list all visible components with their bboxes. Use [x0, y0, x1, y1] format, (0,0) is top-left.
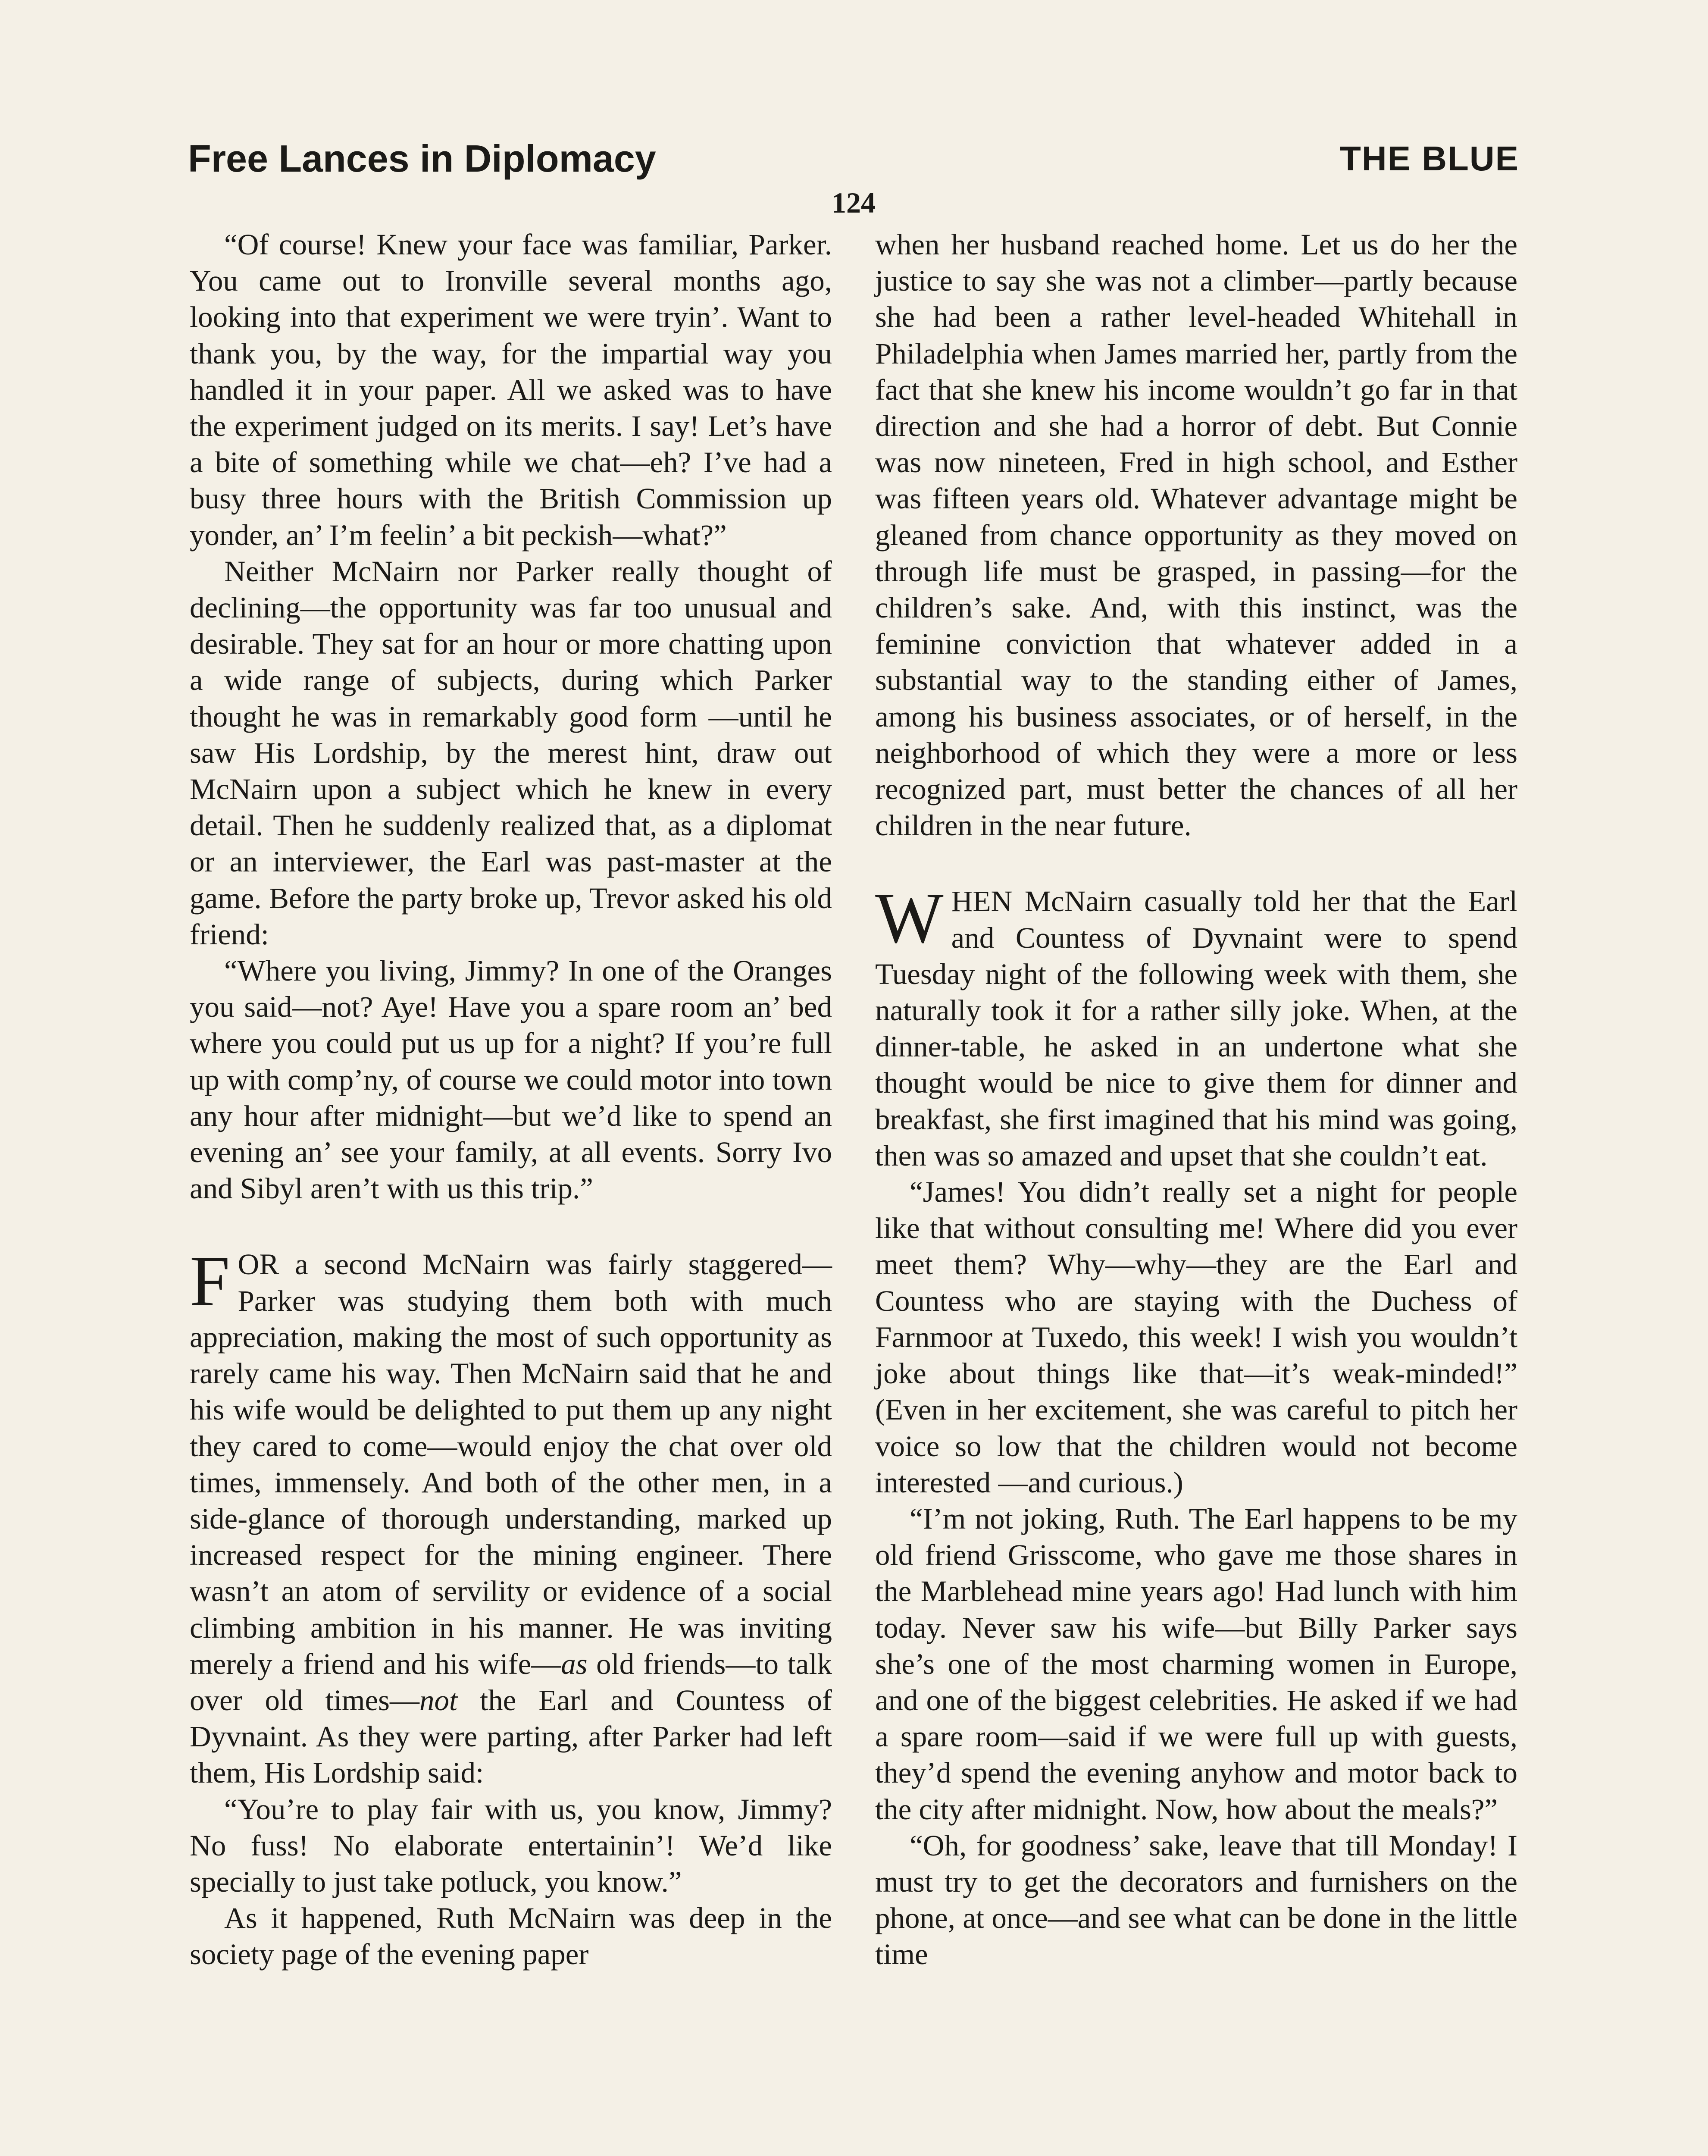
paragraph: “Of course! Knew your face was familiar, Parker. You came out to Ironville several months ago, looking into that experiment we were tryin’. Want to thank you, by the way, for the impartial way you handled it in your paper. All we asked was to have the experiment judged on its merits. I say! Let’s have a bite of something while we chat—eh? I’ve had a busy three hours with the British Commission up yonder, an’ I’m feelin’ a bit peckish—what?” — [190, 228, 832, 552]
italic-word: as — [561, 1647, 588, 1680]
paragraph-text: the Earl and Countess of Dyvnaint. As they were parting, after Parker had left them, His Lordship said: — [190, 1683, 832, 1789]
paragraph-text: OR a second McNairn was fairly staggered—Parker was studying them both with much appreciation, making the most of such opportunity as rarely came his way. Then McNairn said that he and his wife would be delighted to put them up any night they cared to come—would enjoy the chat over old times, immensely. And both of the other men, in a side-glance of thorough understanding, marked up increased respect for the mining engineer. There wasn’t an atom of servility or evidence of a social climbing ambition in his manner. He was inviting merely a friend and his wife— — [190, 1248, 832, 1680]
paragraph: “I’m not joking, Ruth. The Earl happens to be my old friend Grisscome, who gave me those shares in the Marblehead mine years ago! Had lunch with him today. Never saw his wife—but Billy Parker says she’s one of the most charming women in Europe, and one of the biggest celebrities. He asked if we had a spare room—said if we were full up with guests, they’d spend the evening anyhow and motor back to the city after midnight. Now, how about the meals?” — [875, 1502, 1517, 1826]
paragraph: when her husband reached home. Let us do her the justice to say she was not a climber—partly because she had been a rather level-headed Whitehall in Philadelphia when James married her, partly from the fact that she knew his income wouldn’t go far in that direction and she had a horror of debt. But Connie was now nineteen, Fred in high school, and Esther was fifteen years old. Whatever advantage might be gleaned from chance opportunity as they moved on through life must be grasped, in passing—for the children’s sake. And, with this instinct, was the feminine conviction that whatever added in a substantial way to the standing either of James, among his business associates, or of herself, in the neighborhood of which they were a more or less recognized part, must better the chances of all her children in the near future. — [875, 228, 1517, 842]
section-paragraph — [190, 1241, 832, 1791]
paragraph: “James! You didn’t really set a night for people like that without consulting me! Where did you ever meet them? Why—why—they are the Earl and Countess who are staying with the Duchess of Farnmoor at Tuxedo, this week! I wish you wouldn’t joke about things like that—it’s weak-minded!” (Even in her excitement, she was careful to pitch her voice so low that the children would not become interested —and curious.) — [875, 1175, 1517, 1499]
paragraph: Neither McNairn nor Parker really thought of declining—the opportunity was far too unusual and desirable. They sat for an hour or more chatting upon a wide range of subjects, during which Parker thought he was in remarkably good form —until he saw His Lordship, by the merest hint, draw out McNairn upon a subject which he knew in every detail. Then he suddenly realized that, as a diplomat or an interviewer, the Earl was past-master at the game. Before the party broke up, Trevor asked his old friend: — [190, 555, 832, 951]
paragraph: As it happened, Ruth McNairn was deep in the society page of the evening paper — [190, 1902, 832, 1971]
magazine-name: THE BLUE — [1340, 139, 1519, 178]
left-column — [190, 226, 832, 1973]
paragraph: “Where you living, Jimmy? In one of the Oranges you said—not? Aye! Have you a spare room an’ bed where you could put us up for a night? If you’re full up with comp’ny, of course we could motor into town any hour after midnight—but we’d like to spend an evening an’ see your family, at all events. Sorry Ivo and Sibyl aren’t with us this trip.” — [190, 954, 832, 1205]
right-column — [875, 226, 1517, 1973]
paragraph-text: old friends—to talk over old times— — [190, 1647, 832, 1717]
italic-word: not — [419, 1683, 458, 1717]
drop-cap: F — [190, 1241, 230, 1322]
drop-cap: W — [875, 878, 944, 959]
paragraph: “Oh, for goodness’ sake, leave that till Monday! I must try to get the decorators and furnishers on the phone, at once—and see what can be done in the little time — [875, 1829, 1517, 1971]
section-paragraph — [875, 878, 1517, 1174]
paragraph: “You’re to play fair with us, you know, Jimmy? No fuss! No elaborate entertainin’! We’d like specially to just take potluck, you know.” — [190, 1792, 832, 1898]
paragraph-text: HEN McNairn casually told her that the Earl and Countess of Dyvnaint were to spend Tuesday night of the following week with them, she naturally took it for a rather silly joke. When, at the dinner-table, he asked in an undertone what she thought would be nice to give them for dinner and breakfast, she first imagined that his mind was going, then was so amazed and upset that she couldn’t eat. — [875, 885, 1517, 1172]
page-number: 124 — [832, 186, 876, 219]
story-title: Free Lances in Diplomacy — [188, 137, 656, 180]
